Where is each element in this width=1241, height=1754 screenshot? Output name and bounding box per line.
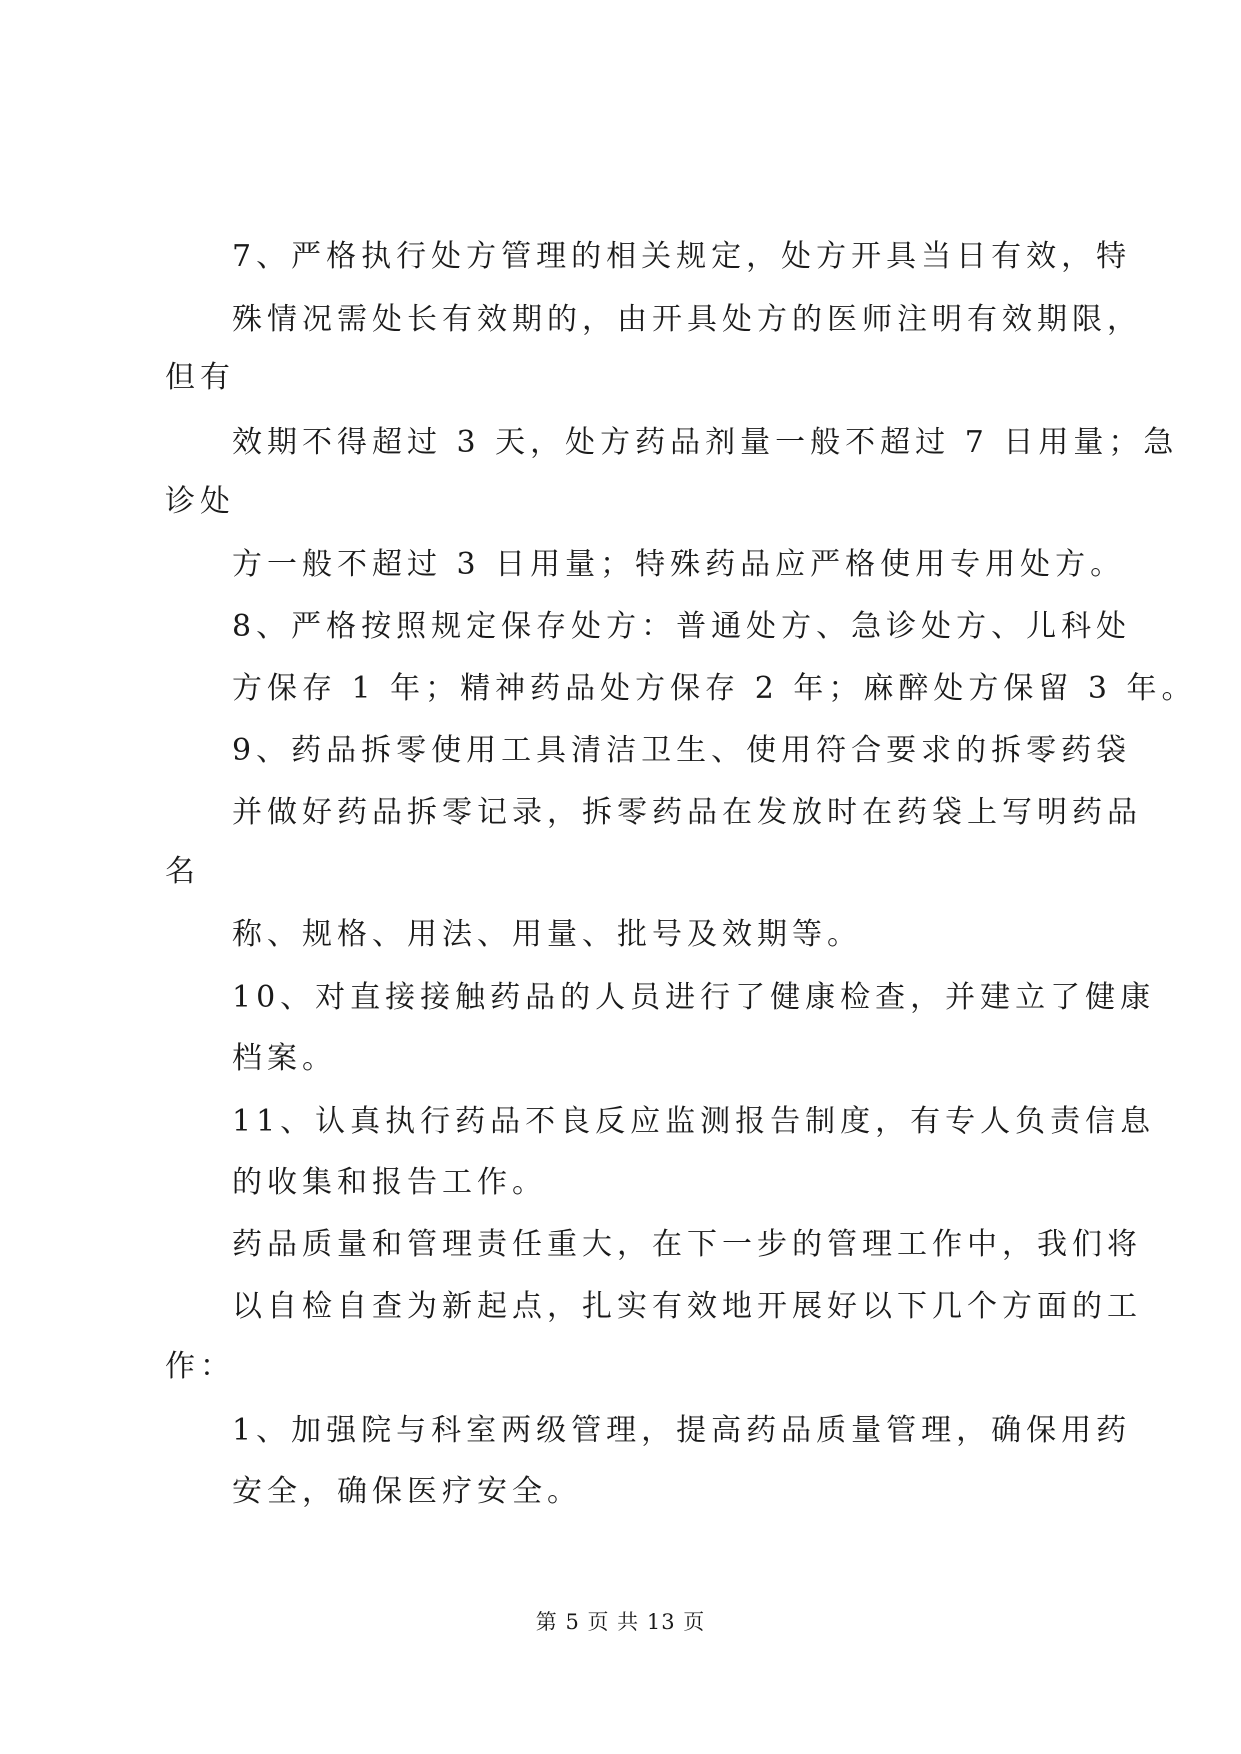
text-line: 的收集和报告工作。 [232, 1165, 547, 1200]
text-line: 安全，确保医疗安全。 [232, 1474, 582, 1509]
text-line: 称、规格、用法、用量、批号及效期等。 [232, 917, 862, 952]
text-line: 但有 [165, 360, 235, 395]
text-line: 以自检自查为新起点，扎实有效地开展好以下几个方面的工 [232, 1289, 1142, 1324]
text-line: 诊处 [165, 484, 235, 519]
text-line: 作： [165, 1349, 235, 1384]
text-line: 殊情况需处长有效期的，由开具处方的医师注明有效期限， [232, 302, 1142, 337]
text-line: 11、认真执行药品不良反应监测报告制度，有专人负责信息 [232, 1104, 1156, 1139]
text-line: 7、严格执行处方管理的相关规定，处方开具当日有效，特 [232, 239, 1132, 274]
text-line: 档案。 [232, 1041, 337, 1076]
text-line: 9、药品拆零使用工具清洁卫生、使用符合要求的拆零药袋 [232, 733, 1132, 768]
text-line: 方保存 1 年；精神药品处方保存 2 年；麻醉处方保留 3 年。 [232, 671, 1197, 706]
text-line: 8、严格按照规定保存处方：普通处方、急诊处方、儿科处 [232, 609, 1132, 644]
text-line: 名 [165, 854, 200, 889]
text-line: 效期不得超过 3 天，处方药品剂量一般不超过 7 日用量；急 [232, 425, 1179, 460]
text-line: 10、对直接接触药品的人员进行了健康检查，并建立了健康 [232, 980, 1156, 1015]
text-line: 药品质量和管理责任重大，在下一步的管理工作中，我们将 [232, 1227, 1142, 1262]
text-line: 方一般不超过 3 日用量；特殊药品应严格使用专用处方。 [232, 547, 1126, 582]
text-line: 并做好药品拆零记录，拆零药品在发放时在药袋上写明药品 [232, 795, 1142, 830]
text-line: 1、加强院与科室两级管理，提高药品质量管理，确保用药 [232, 1413, 1132, 1448]
page-footer: 第 5 页 共 13 页 [535, 1610, 706, 1634]
